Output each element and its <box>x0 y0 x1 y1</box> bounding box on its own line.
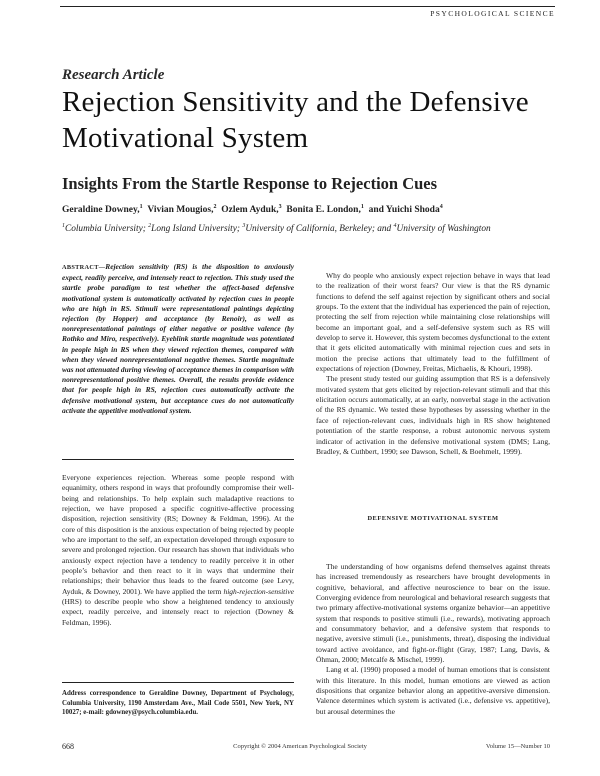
article-subtitle: Insights From the Startle Response to Rejection Cues <box>62 174 438 193</box>
affiliation: Columbia University; <box>65 224 149 234</box>
body-paragraph: The understanding of how organisms defend themselves against threats has increased tremendously as researchers have brought developments in cognitive, behavioral, and affective neuroscience to bear on the issue. Converging evidence from neurological and behavioral research suggests that two primary affective-motivational systems organize behavior—an appetitive system that responds to positive stimuli (i.e., rewards), motivating approach and consummatory behavior, and a defensive system that responds to negative, aversive stimuli (i.e., punishments, threat), disposing the individual toward active avoidance, and fight-or-flight (Gray, 1987; Lang, Davis, & Öhman, 2000; Metcalfe & Mischel, 1999). <box>316 562 550 665</box>
body-column-right-bottom <box>316 562 550 717</box>
affiliation: University of California, Berkeley; and <box>245 224 394 234</box>
abstract-text: Rejection sensitivity (RS) is the disposition to anxiously expect, readily perceive, and intensely react to rejection. This study used the startle probe paradigm to test whether the affect-based defensive motivational system is automatically activated by rejection cues in people who are high in RS. Stimuli were representational paintings depicting rejection (by Hopper) and acceptance (by Renoir), as well as nonrepresentational paintings of either negative or positive valence (by Rothko and Miro, respectively). Eyeblink startle magnitude was potentiated in people high in RS when they viewed rejection themes, compared with when they viewed nonrepresentational negative themes. Startle magnitude was not attenuated during viewing of acceptance themes in comparison with nonrepresentational positive themes. Overall, the results provide evidence that for people high in RS, rejection cues automatically activate the defensive motivational system, but acceptance cues do not automatically activate the appetitive motivational system. <box>62 262 295 415</box>
author: Bonita E. London,$^1$ <box>286 203 364 215</box>
body-paragraph: Why do people who anxiously expect rejection behave in ways that lead to the realization of their worst fears? Our view is that the RS dynamic functions to defend the self against rejection by significant others and social groups. To the extent that the individual has experienced the pain of rejection, protecting the self from rejection while maintaining close relationships will become an important goal, and a self-defensive system such as RS will develop to serve it. However, this system becomes dysfunctional to the extent that it gets elicited automatically with minimal rejection cues and sets in motion the precise actions that ultimately lead to the fulfillment of expectations of rejection (Downey, Freitas, Michaelis, & Khouri, 1998). <box>316 271 550 374</box>
author-list <box>62 205 443 215</box>
author: Ozlem Ayduk,$^3$ <box>221 203 282 215</box>
journal-header <box>60 6 555 18</box>
abstract <box>62 262 294 416</box>
body-paragraph: Lang et al. (1990) proposed a model of human emotions that is consistent with this literature. In this model, human emotions are viewed as action dispositions that organize behavior along an appetitive-aversive dimension. Valence determines which system is activated (i.e., defensive vs. appetitive), but arousal determines the <box>316 665 550 716</box>
section-heading: DEFENSIVE MOTIVATIONAL SYSTEM <box>367 515 499 522</box>
correspondence-note: Address correspondence to Geraldine Downey, Department of Psychology, Columbia University, 1190 Amsterdam Ave., Mail Code 5501, New York, NY 10027; e-mail: gdowney@psych.columbia.edu. <box>62 690 294 717</box>
copyright-notice: Copyright © 2004 American Psychological Society <box>233 743 367 750</box>
author: and Yuichi Shoda$^4$ <box>368 203 443 215</box>
body-paragraph: The present study tested our guiding assumption that RS is a defensively motivated system that gets elicited by rejection-relevant stimuli and that this elicitation occurs automatically, at an early, nonverbal stage in the activation of the RS dynamic. We tested these hypotheses by assessing whether in the face of rejection-relevant cues, individuals high in RS show heightened potentiation of the startle response, a robust autonomic nervous system indicator of activation in the defensive motivational system (DMS; Lang, Bradley, & Cuthbert, 1990; see Dawson, Schell, & Boehmelt, 1999). <box>316 374 550 456</box>
affiliation: Long Island University; <box>151 224 243 234</box>
article-title: Rejection Sensitivity and the Defensive Motivational System <box>62 86 529 154</box>
correspondence-divider <box>62 682 294 683</box>
body-column-right-top <box>316 271 550 457</box>
volume-info: Volume 15—Number 10 <box>485 743 550 750</box>
abstract-divider <box>62 459 294 460</box>
body-paragraph: Everyone experiences rejection. Whereas some people respond with equanimity, others respond in ways that profoundly compromise their well-being and relationships. To help explain such maladaptive reactions to rejection, we have proposed a specific cognitive-affective processing disposition, rejection sensitivity (RS; Downey & Feldman, 1996). At the core of this disposition is the anxious expectation of being rejected by people who are important to the self, an expectation developed through exposure to severe and prolonged rejection. Our research has shown that individuals who anxiously expect rejection have a tendency to readily perceive it in other people’s behavior and then react to it in ways that undermine their relationships; their behavior thus leads to the feared outcome (see Levy, Ayduk, & Downey, 2001). We have applied the term high-rejection-sensitive (HRS) to describe people who show a heightened tendency to anxiously expect, readily perceive, and intensely react to rejection (Downey & Feldman, 1996). <box>62 473 294 627</box>
affiliation: University of Washington <box>396 224 491 234</box>
body-column-left <box>62 473 294 628</box>
journal-name: PSYCHOLOGICAL SCIENCE <box>430 9 555 18</box>
author: Vivian Mougios,$^2$ <box>147 203 217 215</box>
page-number: 668 <box>62 742 74 751</box>
author: Geraldine Downey,$^1$ <box>62 203 143 215</box>
abstract-heading: ABSTRACT— <box>62 264 106 271</box>
section-label: Research Article <box>62 67 165 83</box>
affiliation-list: $^1$Columbia University; $^2$Long Island University; $^3$University of California, Berkeley; and $^4$University of Washington <box>62 222 491 234</box>
